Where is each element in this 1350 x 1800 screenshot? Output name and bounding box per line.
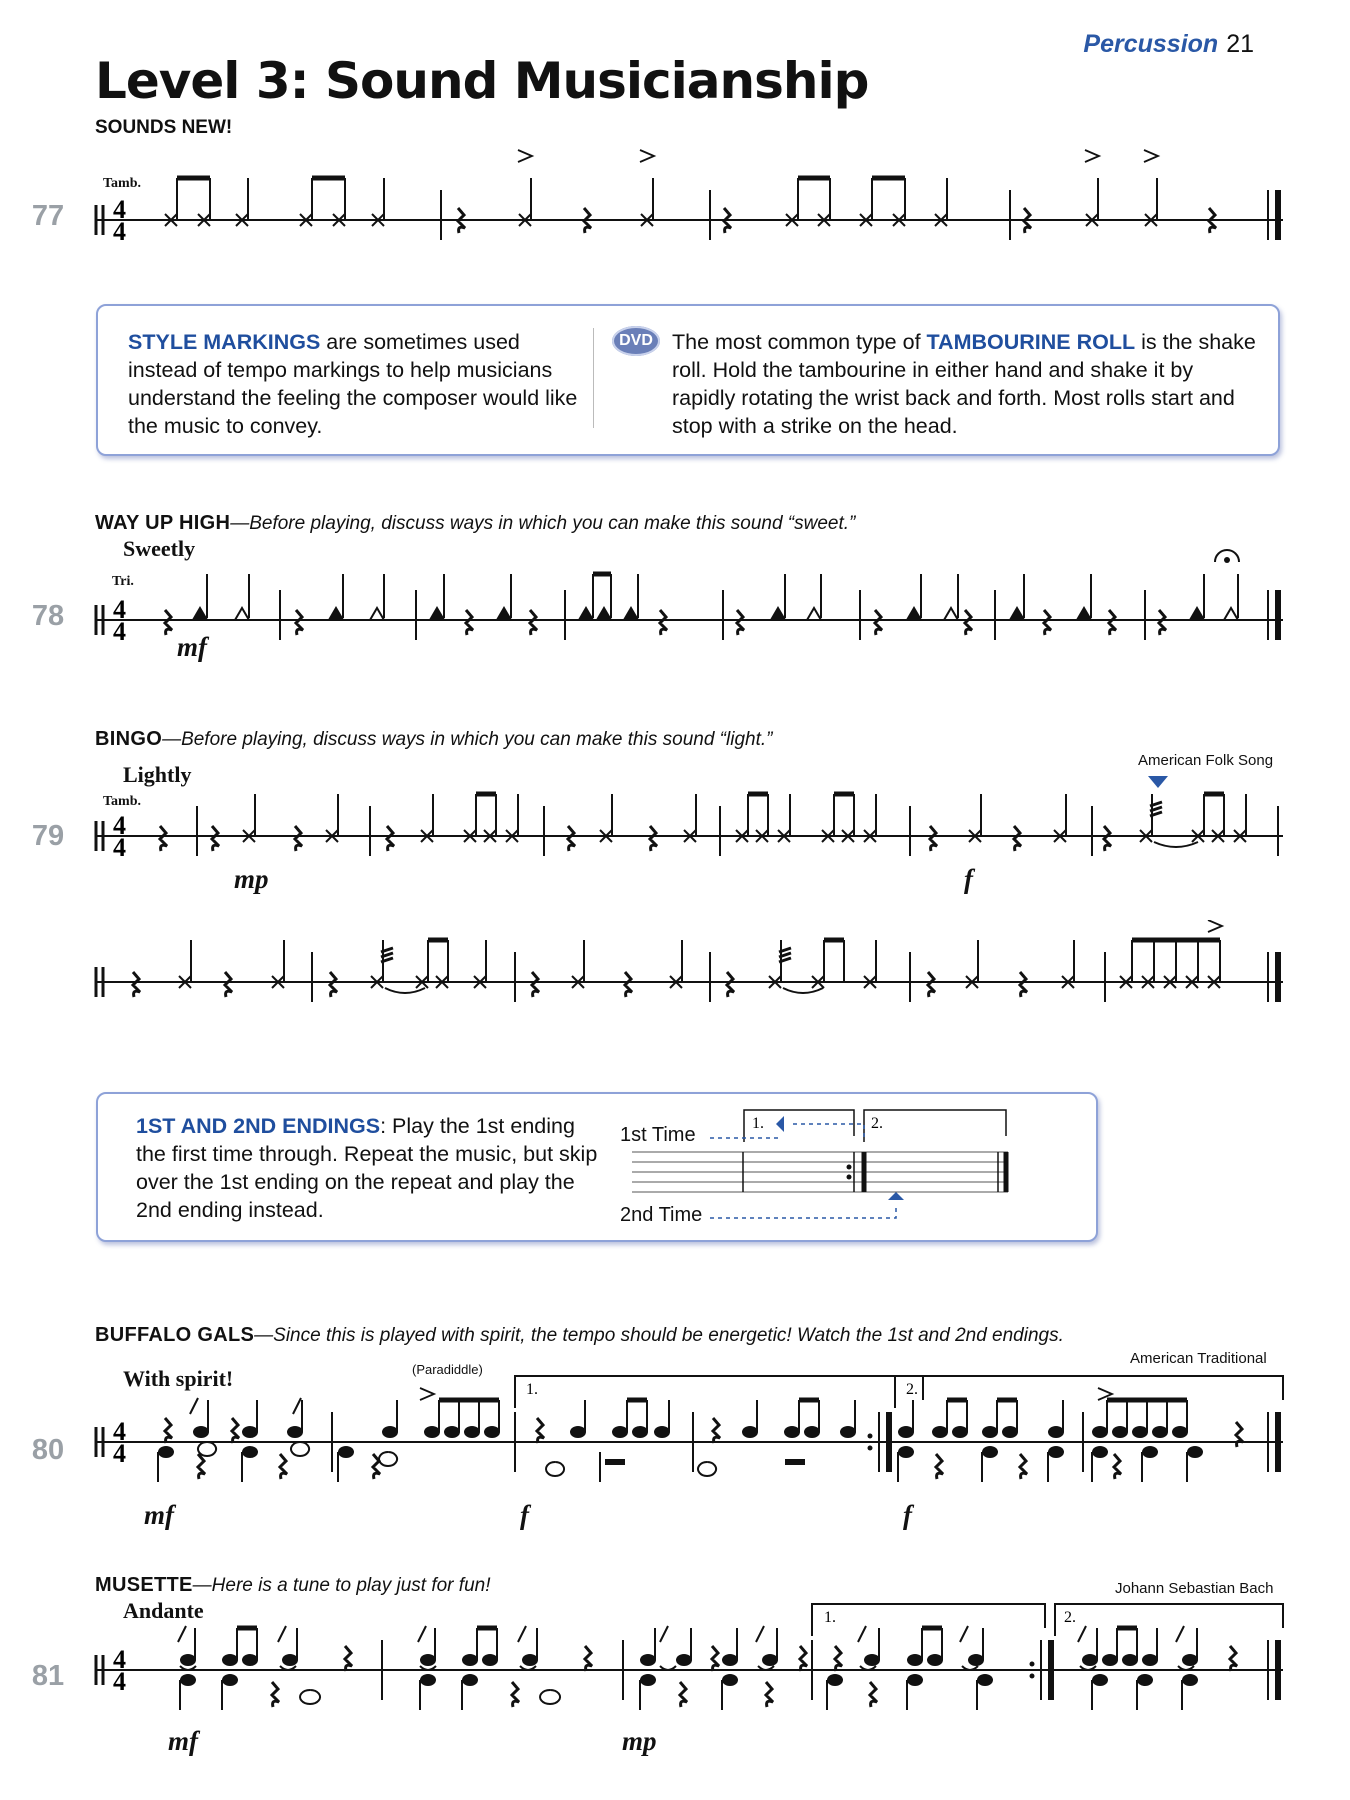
instrument-label: Tri. xyxy=(112,574,134,589)
endings-keyword: 1ST AND 2ND ENDINGS xyxy=(136,1114,381,1138)
staff-79-line2 xyxy=(0,920,1350,1030)
exercise-number-81: 81 xyxy=(31,1660,65,1692)
instrument-label: Tamb. xyxy=(103,794,142,809)
first-time-label: 1st Time xyxy=(620,1124,696,1146)
svg-text:4: 4 xyxy=(113,1417,126,1446)
exercise-heading-80: BUFFALO GALS—Since this is played with spirit, the tempo should be energetic! Watch the 1st and 2nd endings. xyxy=(95,1324,1064,1346)
section-name: Percussion xyxy=(1083,30,1219,58)
exercise-number-78: 78 xyxy=(31,600,65,632)
dynamic-mark: mf xyxy=(168,1726,198,1756)
composer-credit: Johann Sebastian Bach xyxy=(1115,1580,1274,1597)
tambourine-roll-text: The most common type of TAMBOURINE ROLL is the shake roll. Hold the tambourine in either hand and shake it by rapidly rotating the wrist back and forth. Most rolls start and stop with a strike on the head. xyxy=(672,330,1256,438)
dynamic-mark: f xyxy=(520,1500,529,1530)
composer-credit: American Traditional xyxy=(1130,1350,1267,1367)
endings-diagram xyxy=(618,1094,1068,1240)
page-number: 21 xyxy=(1226,30,1254,58)
style-markings-text: STYLE MARKINGS are sometimes used instead of tempo markings to help musicians understand the feeling the composer would like the music to convey. xyxy=(128,330,578,438)
svg-text:4: 4 xyxy=(113,1645,126,1674)
ending-1-label: 1. xyxy=(526,1381,538,1398)
section-subtitle: SOUNDS NEW! xyxy=(95,117,233,138)
dynamic-mark: f xyxy=(903,1500,912,1530)
info-box-endings xyxy=(96,1092,1098,1242)
dvd-icon: DVD xyxy=(612,326,660,356)
style-marking: Lightly xyxy=(123,762,192,787)
ending-2-label: 2. xyxy=(871,1115,883,1132)
staff-79-line1 xyxy=(0,770,1350,900)
ending-1-label: 1. xyxy=(752,1115,764,1132)
dynamic-mark: mf xyxy=(177,632,207,662)
ending-2-label: 2. xyxy=(906,1381,918,1398)
exercise-number-79: 79 xyxy=(31,820,65,852)
exercise-heading-79: BINGO—Before playing, discuss ways in which you can make this sound “light.” xyxy=(95,728,773,750)
composer-credit: American Folk Song xyxy=(1138,752,1274,769)
tambourine-roll-keyword: TAMBOURINE ROLL xyxy=(926,330,1136,354)
dynamic-mark: mp xyxy=(234,864,269,894)
svg-text:4: 4 xyxy=(113,1667,126,1696)
svg-text:4: 4 xyxy=(113,811,126,840)
svg-text:4: 4 xyxy=(113,617,126,646)
page-header xyxy=(1083,30,1254,59)
staff-81 xyxy=(0,1598,1350,1748)
dynamic-mark: f xyxy=(964,864,973,894)
ending-2-label: 2. xyxy=(1064,1609,1076,1626)
svg-text:4: 4 xyxy=(113,1439,126,1468)
style-marking: Sweetly xyxy=(123,536,196,561)
second-time-label: 2nd Time xyxy=(620,1204,703,1226)
style-markings-keyword: STYLE MARKINGS xyxy=(128,330,321,354)
dynamic-mark: mp xyxy=(622,1726,657,1756)
dynamic-mark: mf xyxy=(144,1500,174,1530)
endings-text: 1ST AND 2ND ENDINGS: Play the 1st ending the first time through. Repeat the music, but skip over the 1st ending on the repeat and play the 2nd ending instead. xyxy=(136,1114,598,1222)
exercise-number-80: 80 xyxy=(31,1434,65,1466)
staff-80 xyxy=(0,1370,1350,1520)
style-marking: Andante xyxy=(123,1598,204,1623)
exercise-heading-78: WAY UP HIGH—Before playing, discuss ways in which you can make this sound “sweet.” xyxy=(95,512,856,534)
svg-text:4: 4 xyxy=(113,195,126,224)
staff-78 xyxy=(0,540,1350,680)
svg-text:4: 4 xyxy=(113,833,126,862)
sticking-annotation: (Paradiddle) xyxy=(412,1362,483,1377)
divider xyxy=(593,328,594,428)
exercise-heading-81: MUSETTE—Here is a tune to play just for fun! xyxy=(95,1574,491,1596)
instrument-label: Tamb. xyxy=(103,176,142,191)
svg-text:4: 4 xyxy=(113,217,126,246)
style-marking: With spirit! xyxy=(123,1366,234,1391)
page-title: Level 3: Sound Musicianship xyxy=(95,52,869,110)
exercise-number-77: 77 xyxy=(31,200,65,232)
ending-1-label: 1. xyxy=(824,1609,836,1626)
info-box-style-markings xyxy=(96,304,1280,456)
svg-text:4: 4 xyxy=(113,595,126,624)
